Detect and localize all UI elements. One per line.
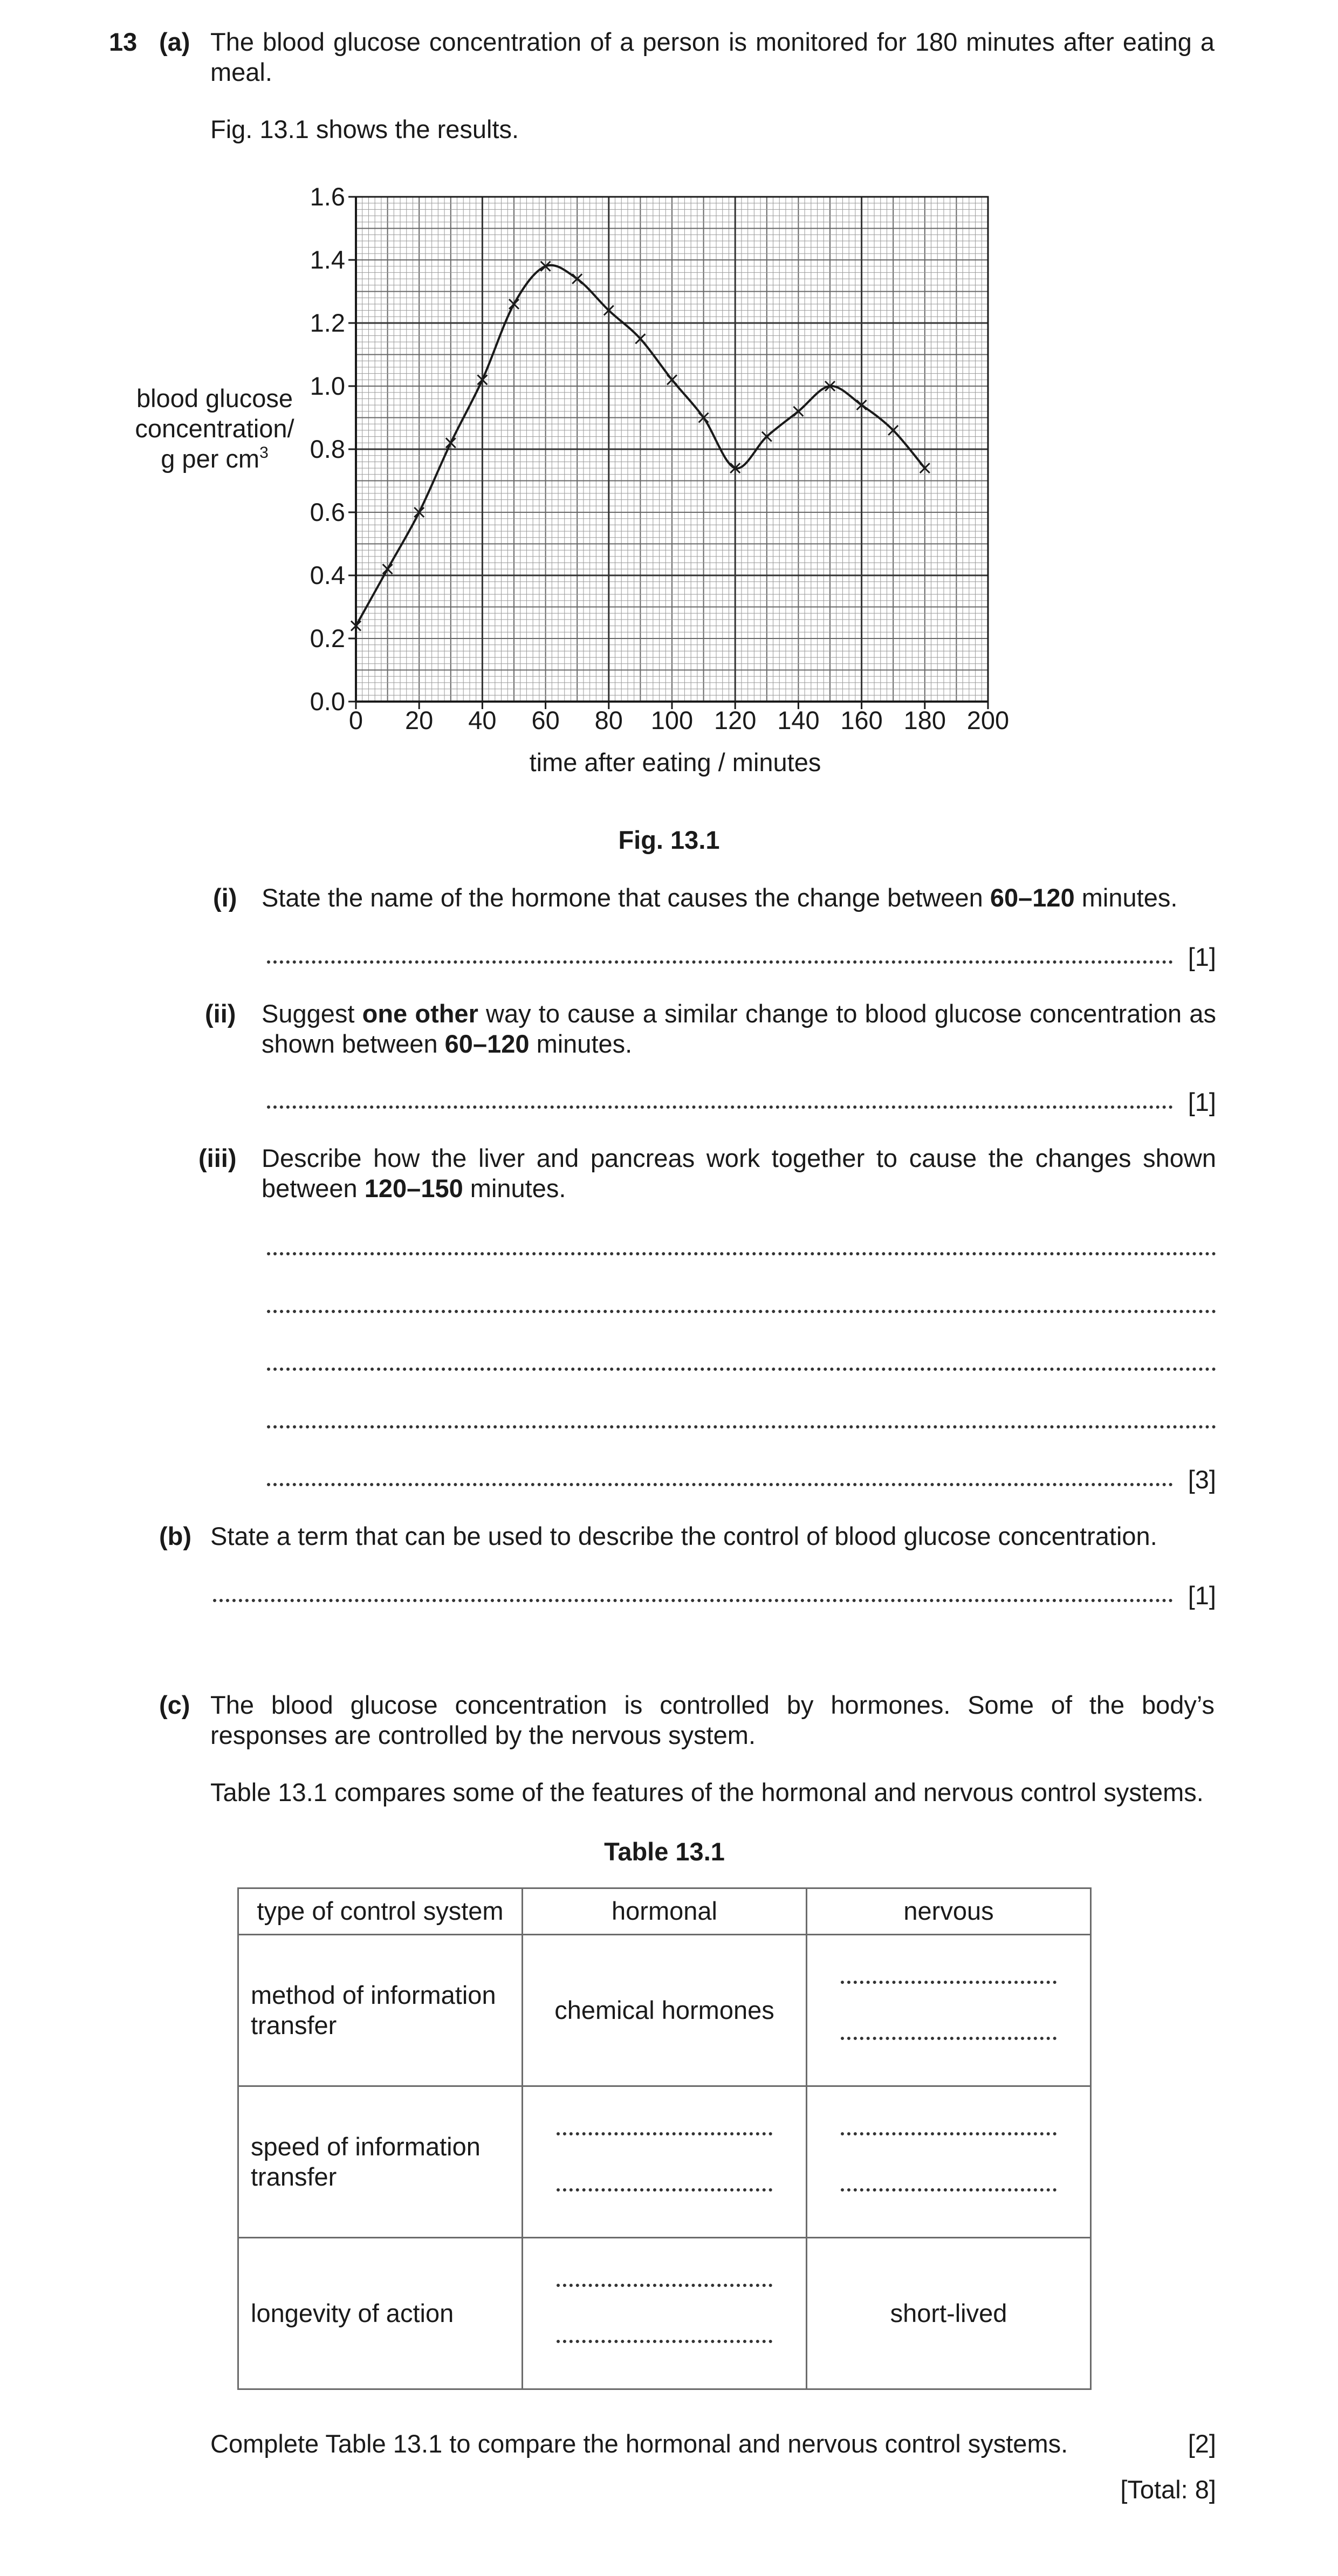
y-tick-label: 1.0	[310, 372, 345, 400]
part-i-text-1: State the name of the hormone that causes the change between	[262, 883, 990, 912]
part-iii-text-2: minutes.	[463, 1174, 566, 1203]
row-label-method: method of information transfer	[238, 1935, 523, 2086]
table-row	[238, 2238, 1091, 2389]
total-marks: [Total: 8]	[1120, 2475, 1216, 2504]
part-b-text: State a term that can be used to describe the control of blood glucose concentration.	[210, 1522, 1157, 1550]
part-iii-text-1: Describe how the liver and pancreas work together to cause the changes shown between	[262, 1144, 1216, 1203]
table-header-hormonal: hormonal	[523, 1888, 807, 1935]
y-tick-label: 0.0	[310, 687, 345, 716]
y-tick-label: 0.8	[310, 435, 345, 463]
part-ii-text	[262, 999, 1216, 1060]
answer-dots[interactable]	[841, 1981, 1056, 1984]
row-label-speed: speed of information transfer	[238, 2086, 523, 2238]
y-tick-label: 0.4	[310, 561, 345, 589]
glucose-chart	[0, 0, 1338, 820]
chart-ylabel-line-3	[161, 444, 269, 473]
answer-line-b[interactable]	[213, 1599, 1173, 1602]
part-a-label: (a)	[159, 28, 190, 56]
answer-dots[interactable]	[557, 2284, 772, 2287]
complete-instruction: Complete Table 13.1 to compare the hormonal and nervous control systems.	[210, 2429, 1068, 2458]
part-ii-text-2: way to cause a similar change to blood glucose concentration as shown between	[262, 999, 1216, 1059]
part-i-text	[262, 883, 1216, 913]
chart-ylabel-unit: g per cm	[161, 444, 260, 473]
x-tick-label: 80	[594, 706, 623, 734]
figure-caption: Fig. 13.1	[618, 826, 720, 854]
y-tick-label: 0.6	[310, 498, 345, 526]
part-ii-bold-1: one other	[362, 999, 478, 1028]
x-tick-label: 160	[840, 706, 883, 734]
mark-i: [1]	[1188, 943, 1216, 971]
row-label-longevity: longevity of action	[238, 2238, 523, 2389]
cell-longevity-nervous: short-lived	[807, 2238, 1091, 2389]
mark-c: [2]	[1188, 2429, 1216, 2458]
answer-dots[interactable]	[841, 2037, 1056, 2040]
chart-xlabel: time after eating / minutes	[529, 748, 821, 777]
answer-dots[interactable]	[557, 2188, 772, 2192]
part-b-label: (b)	[159, 1522, 192, 1550]
answer-dots[interactable]	[557, 2132, 772, 2135]
cell-speed-nervous[interactable]	[807, 2086, 1091, 2238]
answer-line-iii-4[interactable]	[267, 1425, 1216, 1428]
answer-dots[interactable]	[841, 2188, 1056, 2192]
mark-b: [1]	[1188, 1581, 1216, 1610]
question-number: 13	[109, 28, 138, 56]
table-header-type: type of control system	[238, 1888, 523, 1935]
part-iii-label: (iii)	[198, 1144, 237, 1172]
part-i-text-2: minutes.	[1074, 883, 1178, 912]
cell-method-hormonal: chemical hormones	[523, 1935, 807, 2086]
answer-line-iii-2[interactable]	[267, 1310, 1216, 1313]
y-tick-label: 1.6	[310, 182, 345, 211]
answer-dots[interactable]	[841, 2132, 1056, 2135]
part-ii-label: (ii)	[205, 999, 236, 1028]
part-c-text: The blood glucose concentration is controlled by hormones. Some of the body’s responses are controlled by the nervous system.	[210, 1691, 1215, 1750]
table-header-nervous: nervous	[807, 1888, 1091, 1935]
x-tick-label: 140	[777, 706, 820, 734]
part-a-text: The blood glucose concentration of a person is monitored for 180 minutes after eating a meal.	[210, 28, 1215, 87]
part-c-label: (c)	[159, 1691, 190, 1719]
part-iii-text	[262, 1143, 1216, 1204]
answer-line-iii-3[interactable]	[267, 1368, 1216, 1371]
part-ii-text-3: minutes.	[529, 1029, 633, 1059]
table-header-row	[238, 1888, 1091, 1935]
chart-ylabel-superscript: 3	[259, 444, 269, 462]
chart-ylabel-line-2: concentration/	[135, 414, 294, 443]
part-i-label: (i)	[213, 883, 237, 912]
cell-method-nervous[interactable]	[807, 1935, 1091, 2086]
answer-line-ii[interactable]	[267, 1105, 1173, 1109]
answer-line-i[interactable]	[267, 960, 1173, 964]
control-systems-table	[237, 1887, 1092, 2390]
part-ii-bold-2: 60–120	[444, 1029, 530, 1059]
x-tick-label: 60	[531, 706, 560, 734]
x-tick-label: 200	[966, 706, 1010, 734]
answer-line-iii-5[interactable]	[267, 1483, 1173, 1486]
x-tick-label: 20	[405, 706, 434, 734]
part-i-bold: 60–120	[990, 883, 1075, 912]
part-iii-bold: 120–150	[364, 1174, 463, 1203]
mark-iii: [3]	[1188, 1465, 1216, 1494]
chart-ylabel-line-1: blood glucose	[136, 384, 293, 413]
x-tick-label: 120	[713, 706, 757, 734]
answer-dots[interactable]	[557, 2340, 772, 2343]
y-tick-label: 0.2	[310, 624, 345, 652]
cell-longevity-hormonal[interactable]	[523, 2238, 807, 2389]
table-title: Table 13.1	[604, 1837, 725, 1866]
x-tick-label: 0	[348, 706, 363, 734]
chart-y-ticks	[310, 182, 356, 716]
answer-line-iii-1[interactable]	[267, 1252, 1216, 1255]
cell-speed-hormonal[interactable]	[523, 2086, 807, 2238]
x-tick-label: 180	[903, 706, 946, 734]
mark-ii: [1]	[1188, 1088, 1216, 1116]
figure-intro: Fig. 13.1 shows the results.	[210, 115, 519, 143]
part-ii-text-1: Suggest	[262, 999, 362, 1028]
x-tick-label: 100	[650, 706, 694, 734]
y-tick-label: 1.4	[310, 245, 345, 274]
x-tick-label: 40	[468, 706, 497, 734]
table-row	[238, 1935, 1091, 2086]
table-row	[238, 2086, 1091, 2238]
y-tick-label: 1.2	[310, 308, 345, 337]
part-c-text-2: Table 13.1 compares some of the features of the hormonal and nervous control systems.	[210, 1778, 1204, 1806]
chart-x-ticks	[349, 702, 1009, 734]
